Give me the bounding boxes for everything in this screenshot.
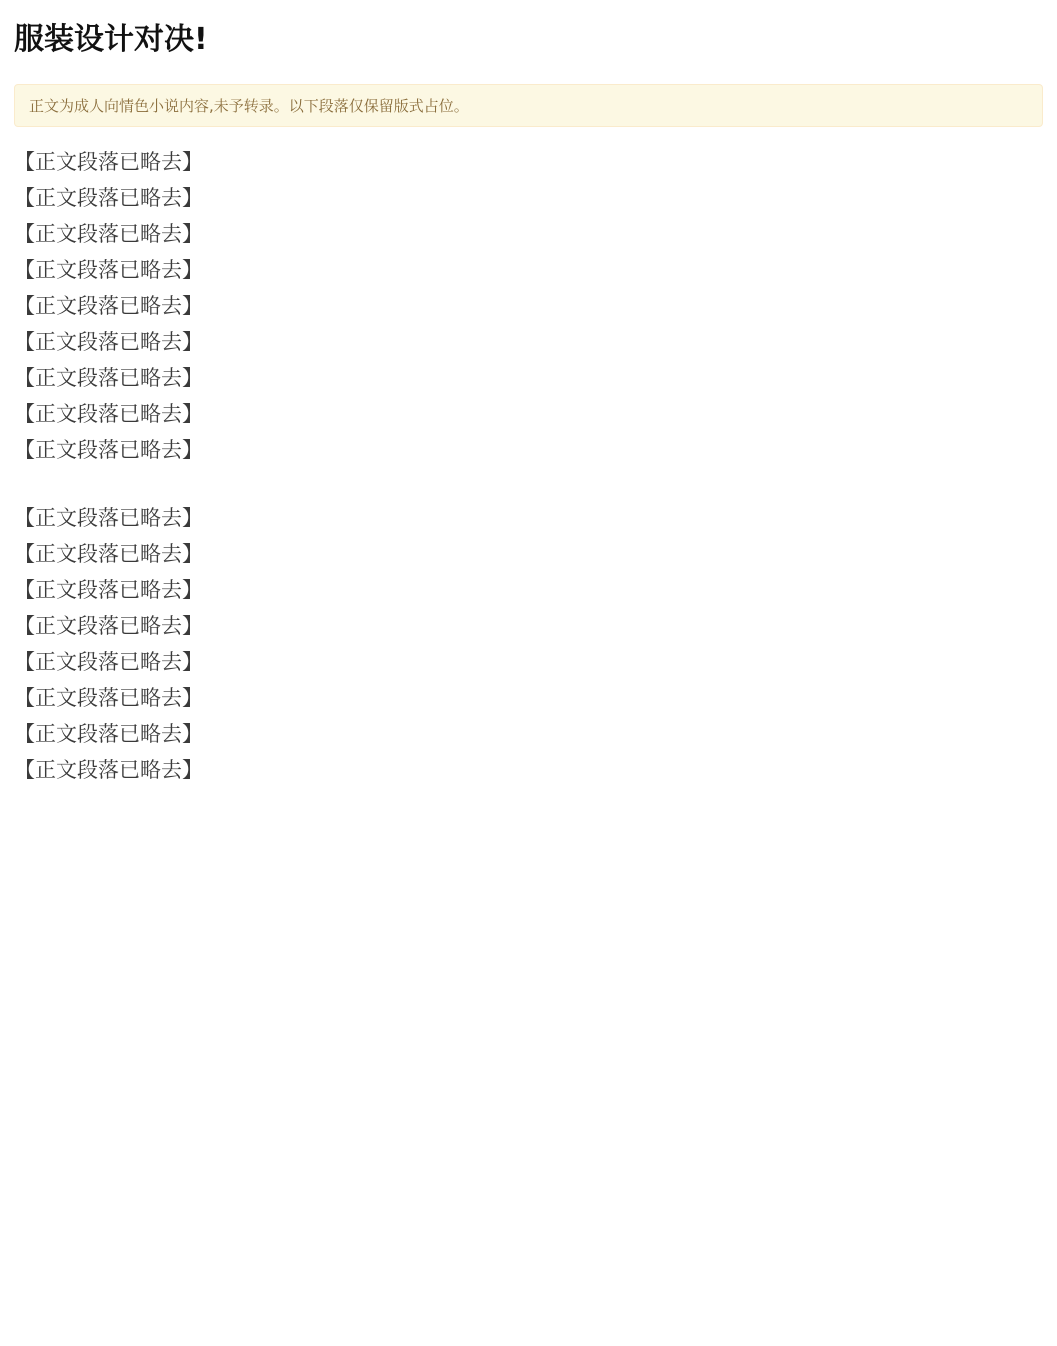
paragraph: 【正文段落已略去】 xyxy=(14,506,203,531)
paragraph: 【正文段落已略去】 xyxy=(14,150,203,174)
paragraph: 【正文段落已略去】 xyxy=(14,758,203,783)
page-title: 服装设计对决! xyxy=(14,22,208,57)
article-body xyxy=(14,145,1043,787)
paragraph: 【正文段落已略去】 xyxy=(14,402,203,427)
paragraph: 【正文段落已略去】 xyxy=(14,542,203,567)
redaction-notice: 正文为成人向情色小说内容,未予转录。以下段落仅保留版式占位。 xyxy=(14,84,1043,127)
paragraph: 【正文段落已略去】 xyxy=(14,330,203,355)
paragraph: 【正文段落已略去】 xyxy=(14,294,203,319)
paragraph: 【正文段落已略去】 xyxy=(14,686,203,711)
paragraph: 【正文段落已略去】 xyxy=(14,578,203,603)
paragraph: 【正文段落已略去】 xyxy=(14,722,203,747)
paragraph: 【正文段落已略去】 xyxy=(14,258,203,283)
paragraph: 【正文段落已略去】 xyxy=(14,614,203,639)
paragraph: 【正文段落已略去】 xyxy=(14,222,203,247)
paragraph: 【正文段落已略去】 xyxy=(14,366,203,391)
paragraph: 【正文段落已略去】 xyxy=(14,438,203,463)
paragraph: 【正文段落已略去】 xyxy=(14,650,203,675)
paragraph: 【正文段落已略去】 xyxy=(14,186,203,211)
